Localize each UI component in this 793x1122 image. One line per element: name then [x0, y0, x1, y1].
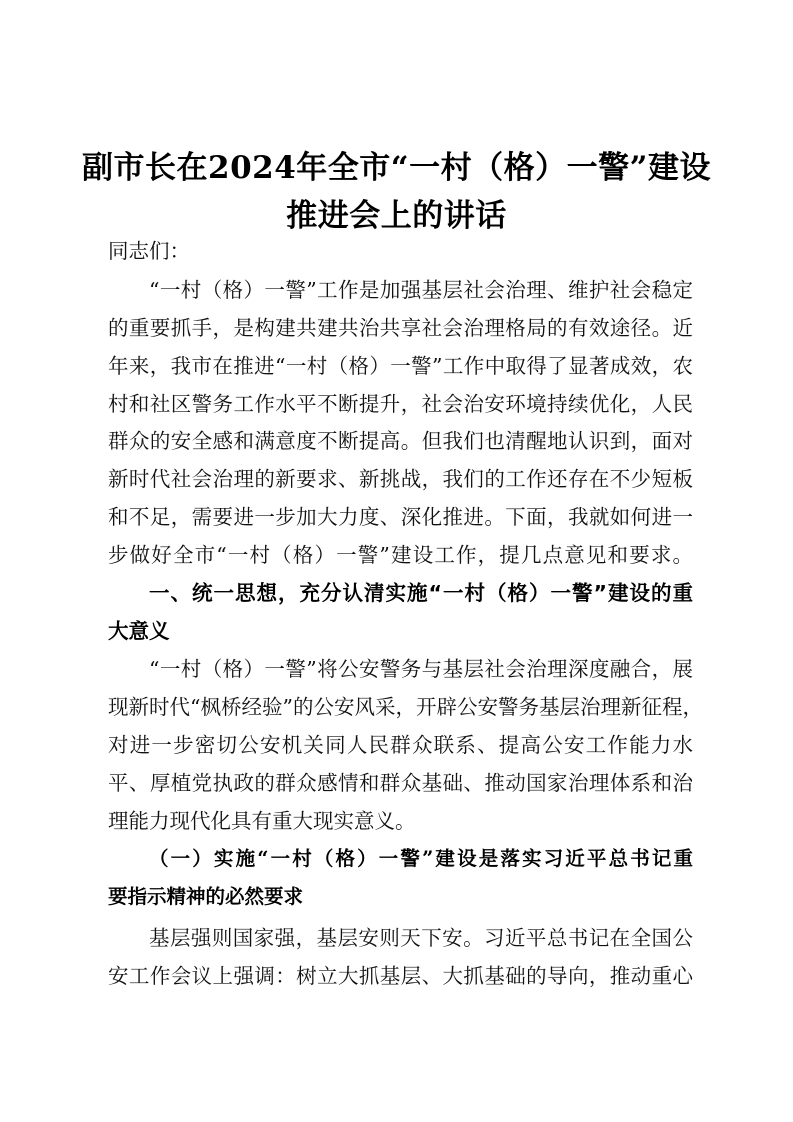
subsection-paragraph-line: 安工作会议上强调：树立大抓基层、大抓基础的导向，推动重心	[108, 964, 693, 988]
intro-line: 群众的安全感和满意度不断提高。但我们也清醒地认识到，面对	[108, 429, 693, 453]
document-title-line-1: 副市长在2024年全市“一村（格）一警”建设	[82, 150, 711, 186]
greeting: 同志们：	[108, 239, 190, 263]
intro-line: 的重要抓手，是构建共建共治共享社会治理格局的有效途径。近	[108, 316, 693, 340]
intro-line: 和不足，需要进一步加大力度、深化推进。下面，我就如何进一	[108, 505, 693, 529]
subsection-heading: 要指示精神的必然要求	[108, 885, 304, 908]
section-paragraph-line: 理能力现代化具有重大现实意义。	[108, 809, 416, 833]
intro-line: 村和社区警务工作水平不断提升，社会治安环境持续优化，人民	[108, 392, 693, 416]
document-title-line-2: 推进会上的讲话	[286, 198, 507, 234]
intro-line: 步做好全市“一村（格）一警”建设工作，提几点意见和要求。	[108, 543, 693, 567]
section-heading: 大意义	[108, 619, 170, 643]
section-paragraph-line: 平、厚植党执政的群众感情和群众基础、推动国家治理体系和治	[108, 771, 693, 795]
subsection-heading: （一）实施“一村（格）一警”建设是落实习近平总书记重	[149, 847, 693, 870]
section-paragraph-line: 现新时代“枫桥经验”的公安风采，开辟公安警务基层治理新征程，	[108, 695, 703, 719]
section-heading: 一、统一思想，充分认清实施“一村（格）一警”建设的重	[149, 581, 693, 605]
section-paragraph-line: 对进一步密切公安机关同人民群众联系、提高公安工作能力水	[108, 733, 693, 757]
intro-line: 年来，我市在推进“一村（格）一警”工作中取得了显著成效，农	[108, 354, 693, 378]
intro-line: 新时代社会治理的新要求、新挑战，我们的工作还存在不少短板	[108, 467, 693, 491]
intro-line: “一村（格）一警”工作是加强基层社会治理、维护社会稳定	[149, 278, 693, 302]
subsection-paragraph-line: 基层强则国家强，基层安则天下安。习近平总书记在全国公	[149, 926, 693, 950]
section-paragraph-line: “一村（格）一警”将公安警务与基层社会治理深度融合，展	[149, 657, 693, 681]
